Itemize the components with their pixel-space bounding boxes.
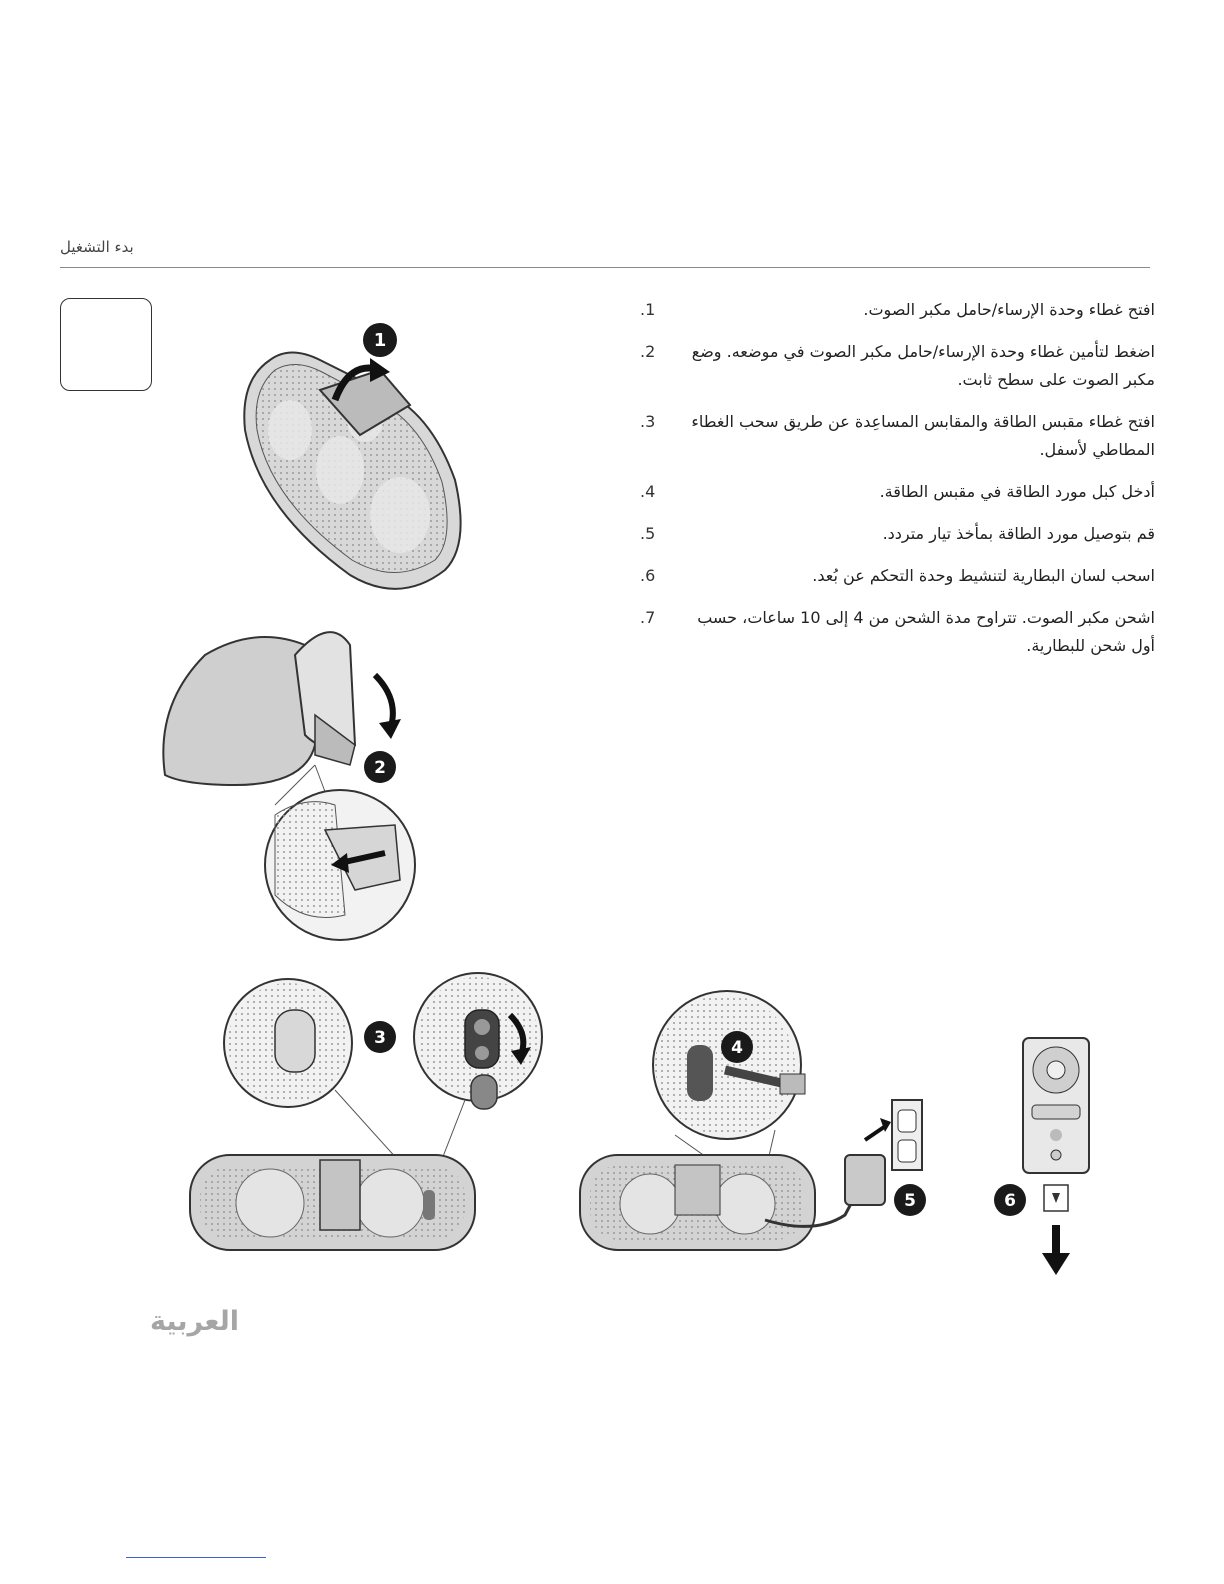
illustration-remote bbox=[1020, 1035, 1095, 1280]
step-item bbox=[640, 520, 1155, 548]
step-item bbox=[640, 562, 1155, 590]
illustration-close-cover bbox=[155, 615, 425, 975]
illustration-power-jack bbox=[185, 975, 555, 1265]
badge-label: 5 bbox=[904, 1191, 916, 1211]
language-label: العربية bbox=[150, 1306, 239, 1337]
step-text: اضغط لتأمين غطاء وحدة الإرساء/حامل مكبر الصوت في موضعه. وضع مكبر الصوت على سطح ثابت. bbox=[691, 342, 1155, 389]
step-text: افتح غطاء وحدة الإرساء/حامل مكبر الصوت. bbox=[863, 300, 1155, 319]
step-number: .4 bbox=[640, 482, 656, 501]
badge-label: 6 bbox=[1004, 1191, 1016, 1211]
step-badge-3 bbox=[363, 1020, 397, 1054]
step-badge-1 bbox=[362, 322, 398, 358]
language-tab-box bbox=[60, 298, 152, 391]
header-divider bbox=[60, 267, 1150, 268]
instruction-steps bbox=[640, 296, 1155, 674]
badge-label: 3 bbox=[374, 1028, 386, 1048]
step-number: .6 bbox=[640, 566, 656, 585]
step-text: اسحب لسان البطارية لتنشيط وحدة التحكم عن بُعد. bbox=[812, 566, 1155, 585]
step-number: .2 bbox=[640, 342, 656, 361]
footer-rule bbox=[126, 1557, 266, 1558]
badge-label: 1 bbox=[373, 330, 387, 351]
step-number: .3 bbox=[640, 412, 656, 431]
step-item bbox=[640, 296, 1155, 324]
step-text: أدخل كبل مورد الطاقة في مقبس الطاقة. bbox=[879, 482, 1155, 501]
badge-label: 2 bbox=[374, 758, 386, 778]
step-item bbox=[640, 338, 1155, 394]
step-badge-2 bbox=[363, 750, 397, 784]
illustration-open-cover bbox=[230, 320, 480, 600]
step-item bbox=[640, 478, 1155, 506]
step-item bbox=[640, 604, 1155, 660]
badge-label: 4 bbox=[731, 1038, 743, 1058]
illustration-adapter bbox=[575, 990, 935, 1255]
step-number: .1 bbox=[640, 300, 656, 319]
step-text: اشحن مكبر الصوت. تتراوح مدة الشحن من 4 إلى 10 ساعات، حسب أول شحن للبطارية. bbox=[697, 608, 1155, 655]
step-number: .5 bbox=[640, 524, 656, 543]
step-badge-5 bbox=[893, 1183, 927, 1217]
section-title: بدء التشغيل bbox=[60, 238, 134, 256]
step-badge-4 bbox=[720, 1030, 754, 1064]
step-item bbox=[640, 408, 1155, 464]
step-badge-6 bbox=[993, 1183, 1027, 1217]
step-text: قم بتوصيل مورد الطاقة بمأخذ تيار متردد. bbox=[882, 524, 1155, 543]
step-number: .7 bbox=[640, 608, 656, 627]
step-text: افتح غطاء مقبس الطاقة والمقابس المساعِدة عن طريق سحب الغطاء المطاطي لأسفل. bbox=[691, 412, 1155, 459]
